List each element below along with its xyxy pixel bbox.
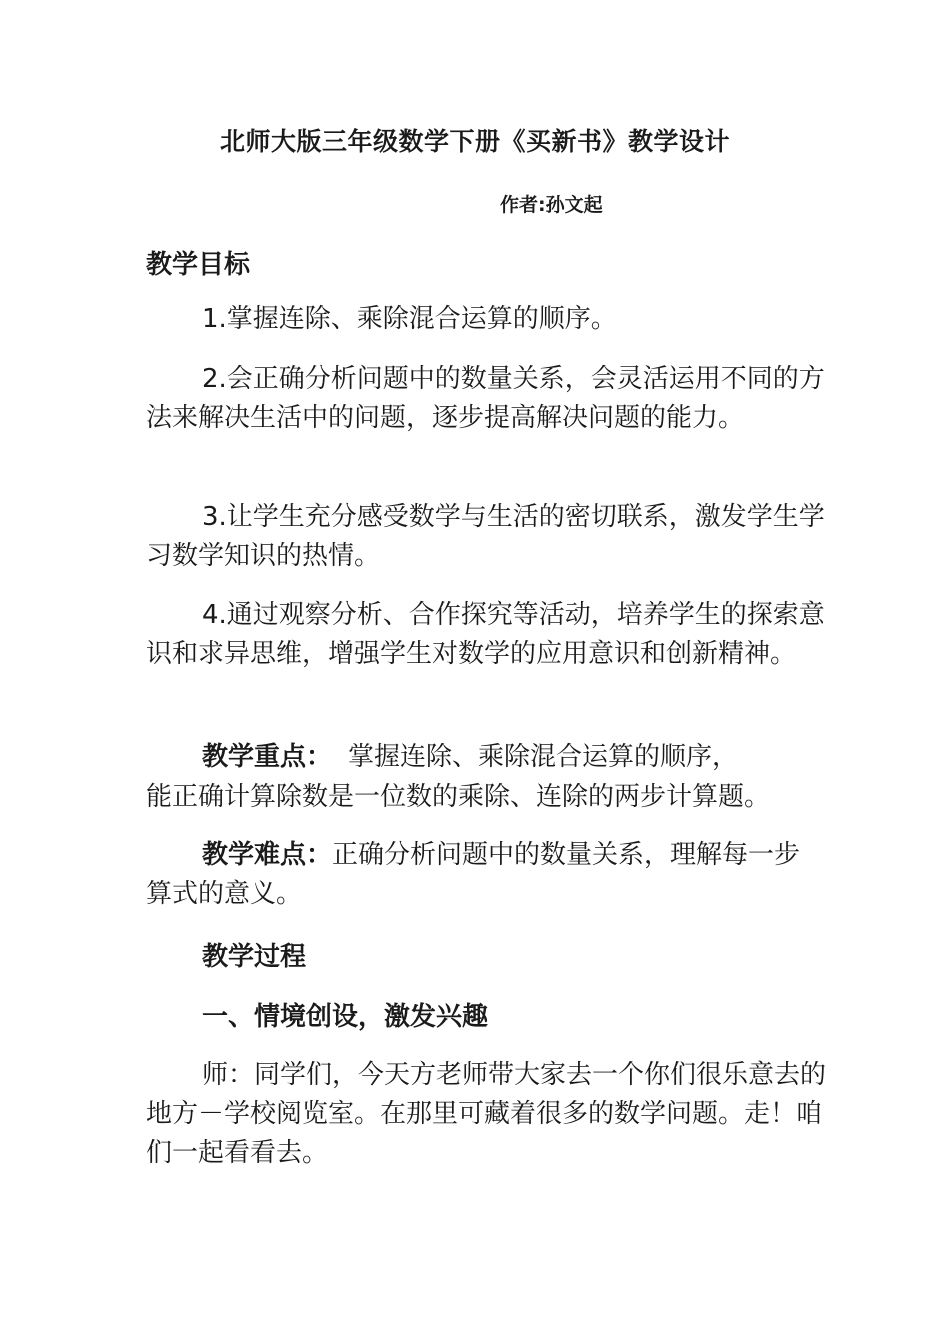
objective-item: 1.掌握连除、乘除混合运算的顺序。	[202, 304, 617, 334]
objective-item: 3.让学生充分感受数学与生活的密切联系，激发学生学习数学知识的热情。	[146, 502, 825, 571]
difficulty-paragraph	[146, 836, 826, 914]
process-heading: 教学过程	[202, 942, 307, 972]
section1-heading: 一、情境创设，激发兴趣	[202, 1002, 489, 1032]
key-point-continuation: 能正确计算除数是一位数的乘除、连除的两步计算题。	[146, 782, 771, 812]
section1-text: 师：同学们，今天方老师带大家去一个你们很乐意去的地方－学校阅览室。在那里可藏着很多的数学问题。走！咱们一起看看去。	[146, 1060, 827, 1168]
objectives-heading: 教学目标	[146, 250, 251, 280]
difficulty-label: 教学难点：	[202, 840, 333, 870]
objective-item: 4.通过观察分析、合作探究等活动，培养学生的探索意识和求异思维，增强学生对数学的应用意识和创新精神。	[146, 600, 825, 669]
key-point-text: 掌握连除、乘除混合运算的顺序，	[348, 742, 739, 772]
key-point-label: 教学重点：	[202, 742, 333, 772]
document-title: 北师大版三年级数学下册《买新书》教学设计	[219, 127, 730, 156]
key-point	[202, 736, 738, 773]
author-line: 作者:孙文起	[500, 194, 603, 216]
difficulty-text: 正确分析问题中的数量关系，理解每一步算式的意义。	[146, 840, 801, 909]
objective-item: 2.会正确分析问题中的数量关系，会灵活运用不同的方法来解决生活中的问题，逐步提高解决问题的能力。	[146, 364, 825, 433]
